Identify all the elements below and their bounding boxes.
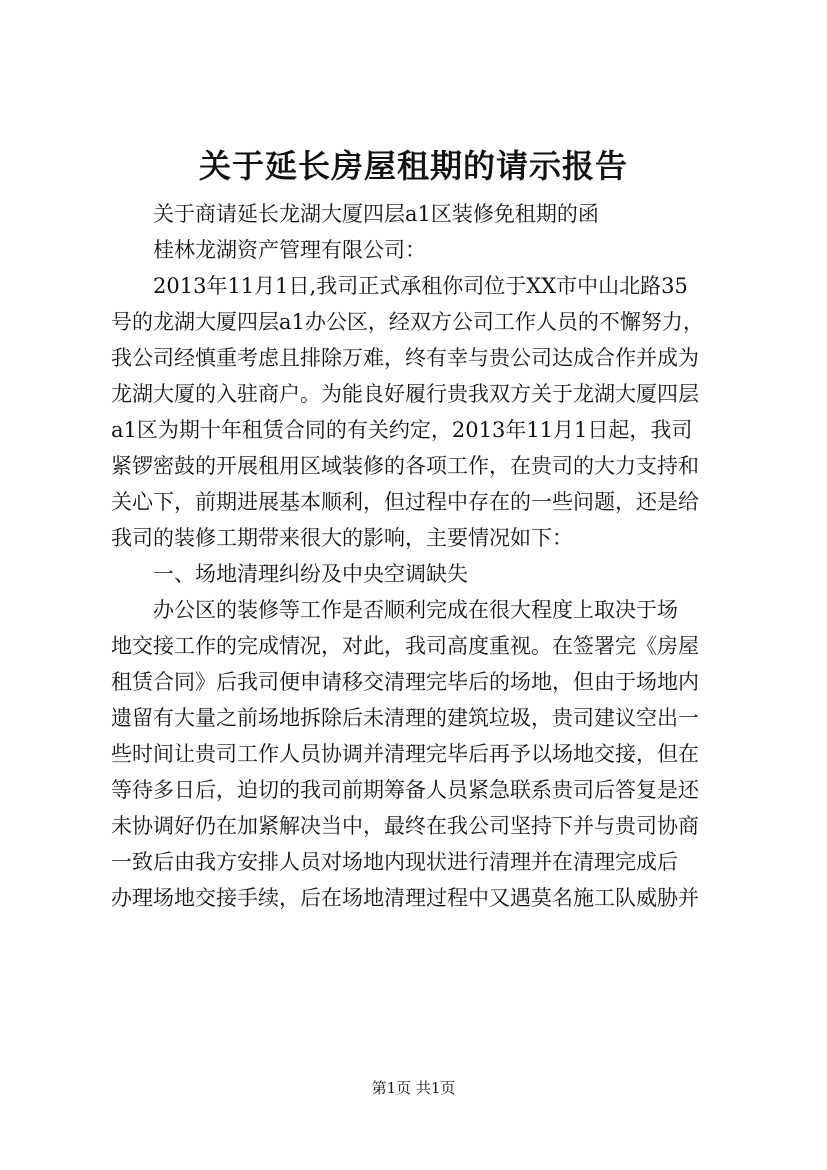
text-line: 些时间让贵司工作人员协调并清理完毕后再予以场地交接，但在 xyxy=(111,742,699,766)
text-line: 龙湖大厦的入驻商户。为能良好履行贵我双方关于龙湖大厦四层 xyxy=(111,382,699,406)
text-line: 办公区的装修等工作是否顺利完成在很大程度上取决于场 xyxy=(153,598,678,622)
text-line: 关于商请延长龙湖大厦四层a1区装修免租期的函 xyxy=(153,202,599,226)
text-line: 2013年11月1日,我司正式承租你司位于XX市中山北路35 xyxy=(153,274,688,298)
text-line: 一、场地清理纠纷及中央空调缺失 xyxy=(153,562,468,586)
text-line: 遗留有大量之前场地拆除后未清理的建筑垃圾，贵司建议空出一 xyxy=(111,706,699,730)
text-line: 一致后由我方安排人员对场地内现状进行清理并在清理完成后 xyxy=(111,850,678,874)
text-line: 紧锣密鼓的开展租用区域装修的各项工作，在贵司的大力支持和 xyxy=(111,454,699,478)
text-line: 我公司经慎重考虑且排除万难，终有幸与贵公司达成合作并成为 xyxy=(111,346,699,370)
text-line: 地交接工作的完成情况，对此，我司高度重视。在签署完《房屋 xyxy=(111,634,699,658)
text-line: 关心下，前期进展基本顺利，但过程中存在的一些问题，还是给 xyxy=(111,490,699,514)
document-title: 关于延长房屋租期的请示报告 xyxy=(198,147,628,185)
text-line: 未协调好仍在加紧解决当中，最终在我公司坚持下并与贵司协商 xyxy=(111,814,699,838)
document-body xyxy=(111,196,739,916)
text-line: 桂林龙湖资产管理有限公司： xyxy=(153,238,426,262)
text-line: a1区为期十年租赁合同的有关约定，2013年11月1日起，我司 xyxy=(111,418,693,442)
text-line: 等待多日后，迫切的我司前期筹备人员紧急联系贵司后答复是还 xyxy=(111,778,699,802)
text-line: 办理场地交接手续，后在场地清理过程中又遇莫名施工队威胁并 xyxy=(111,886,699,910)
text-line: 号的龙湖大厦四层a1办公区，经双方公司工作人员的不懈努力， xyxy=(111,310,704,334)
text-line: 租赁合同》后我司便申请移交清理完毕后的场地，但由于场地内 xyxy=(111,670,699,694)
page-footer: 第1页 共1页 xyxy=(371,1079,456,1097)
text-line: 我司的装修工期带来很大的影响，主要情况如下： xyxy=(111,526,573,550)
